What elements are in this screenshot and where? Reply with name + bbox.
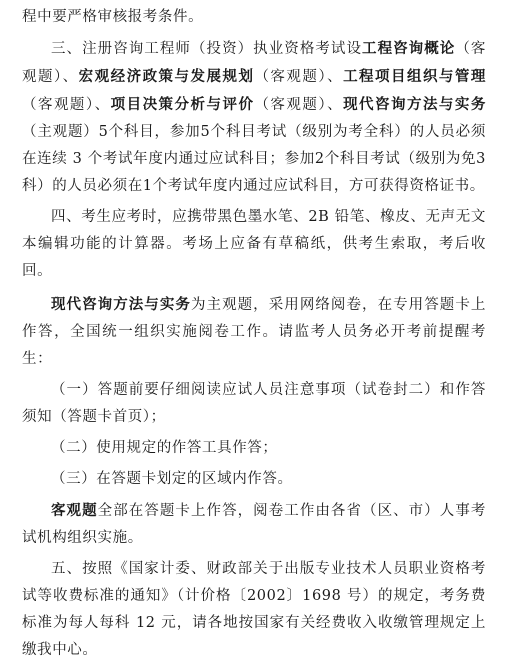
paragraph-6-objective [22, 497, 486, 552]
subject-1: 工程咨询概论 [362, 40, 456, 57]
p7-text: 五、按照《国家计委、财政部关于出版专业技术人员职业资格考试等收费标准的通知》（计价格〔2002〕1698 号）的规定，考务费标准为每人每科 12 元，请各地按国家有关经费收入收缴管理规定上缴我中心。 [22, 561, 486, 658]
p6-text: 全部在答题卡上作答，阅卷工作由各省（区、市）人事考试机构组织实施。 [22, 503, 486, 546]
list-item-2 [22, 435, 486, 462]
text-top: 程中要严格审核报考条件。 [22, 9, 204, 25]
paragraph-3-subjects [22, 35, 486, 200]
paragraph-top [22, 4, 486, 31]
list-item-1 [22, 377, 486, 431]
p5-subject: 现代咨询方法与实务 [51, 296, 191, 313]
subject-2: 宏观经济政策与发展规划 [78, 68, 255, 85]
list-item-3 [22, 466, 486, 493]
p3-text-f: （客观题）、 [254, 97, 344, 113]
p3-text-c: （客观题）、 [22, 41, 486, 85]
paragraph-7-fees [22, 556, 486, 664]
paragraph-5-subjective [22, 291, 486, 373]
list-item-1-text: （一）答题前要仔细阅读应试人员注意事项（试卷封二）和作答须知（答题卡首页）； [22, 382, 486, 425]
subject-5: 现代咨询方法与实务 [343, 96, 486, 113]
p3-text-g: （主观题）5个科目，参加5个科目考试（级别为考全科）的人员必须在连续 3 个考试年度内通过应试科目；参加2个科目考试（级别为免3科）的人员必须在1个考试年度内通过应试科目，方可获得资格证书。 [22, 124, 486, 194]
paragraph-4-exam-items [22, 204, 486, 285]
p4-text: 四、考生应考时，应携带黑色墨水笔、2B 铅笔、橡皮、无声无文本编辑功能的计算器。考场上应备有草稿纸，供考生索取，考后收回。 [22, 209, 486, 279]
p5-text: 为主观题，采用网络阅卷，在专用答题卡上作答，全国统一组织实施阅卷工作。请监考人员务必开考前提醒考生： [22, 297, 486, 367]
subject-4: 项目决策分析与评价 [110, 96, 255, 113]
subject-3: 工程项目组织与管理 [343, 68, 486, 85]
p3-text-a: 三、注册咨询工程师（投资）执业资格考试设 [51, 41, 363, 57]
p3-text-e: （客观题）、 [22, 97, 111, 113]
list-item-3-text: （三）在答题卡划定的区域内作答。 [51, 471, 293, 487]
p6-subject: 客观题 [51, 502, 98, 519]
list-item-2-text: （二）使用规定的作答工具作答； [51, 440, 278, 456]
p3-text-d: （客观题）、 [254, 69, 344, 85]
